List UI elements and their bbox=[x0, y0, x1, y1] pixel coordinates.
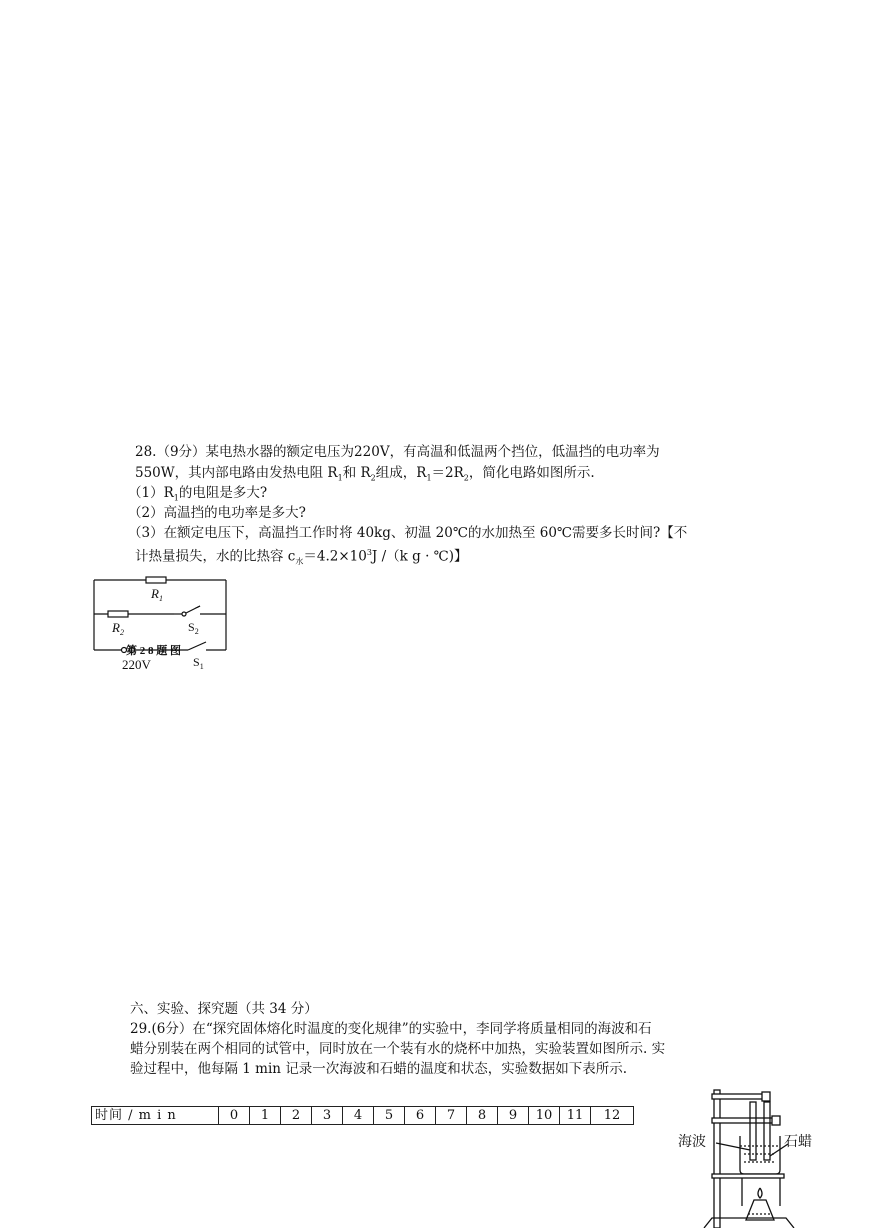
label-voltage: 220V bbox=[122, 657, 151, 672]
table-cell: 4 bbox=[343, 1107, 374, 1125]
q29-line2: 蜡分别装在两个相同的试管中，同时放在一个装有水的烧杯中加热，实验装置如图所示. 实 bbox=[130, 1041, 666, 1057]
label-paraffin: 石蜡 bbox=[784, 1134, 812, 1150]
table-cell: 2 bbox=[281, 1107, 312, 1125]
section6-title: 六、实验、探究题（共 34 分） bbox=[130, 1001, 318, 1017]
table-header-time: 时间 / m i n bbox=[92, 1107, 219, 1125]
q29-line1: 29.(6分）在“探究固体熔化时温度的变化规律”的实验中，李同学将质量相同的海波和石 bbox=[130, 1021, 652, 1037]
table-cell: 1 bbox=[250, 1107, 281, 1125]
q28-part3: （3）在额定电压下，高温挡工作时将 40kg、初温 20℃的水加热至 60℃需要多长时间?【不 bbox=[128, 525, 688, 541]
table-cell: 11 bbox=[560, 1107, 591, 1125]
resistor-r1 bbox=[146, 577, 166, 583]
q28-line2: 550W，其内部电路由发热电阻 $R_1$和 $R_2$组成，$R_1=2R_2$，简化电路如图所示. bbox=[135, 465, 595, 483]
table-cell: 8 bbox=[467, 1107, 498, 1125]
table-cell: 3 bbox=[312, 1107, 343, 1125]
q28-part1: $(1)R_1$的电阻是多大? bbox=[128, 485, 268, 503]
label-s1: $S_1$ bbox=[193, 655, 204, 671]
data-table bbox=[91, 1106, 634, 1125]
label-r1: $R_1$ bbox=[151, 586, 163, 603]
q29-line3: 验过程中，他每隔 1 min 记录一次海波和石蜡的温度和状态，实验数据如下表所示. bbox=[130, 1061, 628, 1077]
switch-s2-contact bbox=[182, 612, 186, 616]
resistor-r2 bbox=[108, 611, 128, 617]
table-cell: 9 bbox=[498, 1107, 529, 1125]
table-cell: 7 bbox=[436, 1107, 467, 1125]
q28-line1: 28.（9分）某电热水器的额定电压为220V，有高温和低温两个挡位，低温挡的电功率为 bbox=[135, 444, 660, 460]
q28-part3-cont: 计热量损失，水的比热容 $c_水=4.2\times 10^3J$ /（k g · ℃)】 bbox=[135, 548, 468, 567]
table-cell: 6 bbox=[405, 1107, 436, 1125]
table-cell: 5 bbox=[374, 1107, 405, 1125]
table-row bbox=[92, 1107, 634, 1125]
circuit-diagram bbox=[88, 572, 238, 677]
table-cell: 0 bbox=[219, 1107, 250, 1125]
table-cell: 10 bbox=[529, 1107, 560, 1125]
label-hypo: 海波 bbox=[678, 1134, 706, 1150]
q28-part2: （2）高温挡的电功率是多大? bbox=[128, 505, 306, 521]
label-s2: $S_2$ bbox=[188, 620, 199, 636]
figure-caption: 第 2 8 题 图 bbox=[126, 645, 181, 657]
table-cell: 12 bbox=[591, 1107, 634, 1125]
experiment-apparatus bbox=[676, 1088, 818, 1228]
label-r2: $R_2$ bbox=[112, 620, 124, 637]
